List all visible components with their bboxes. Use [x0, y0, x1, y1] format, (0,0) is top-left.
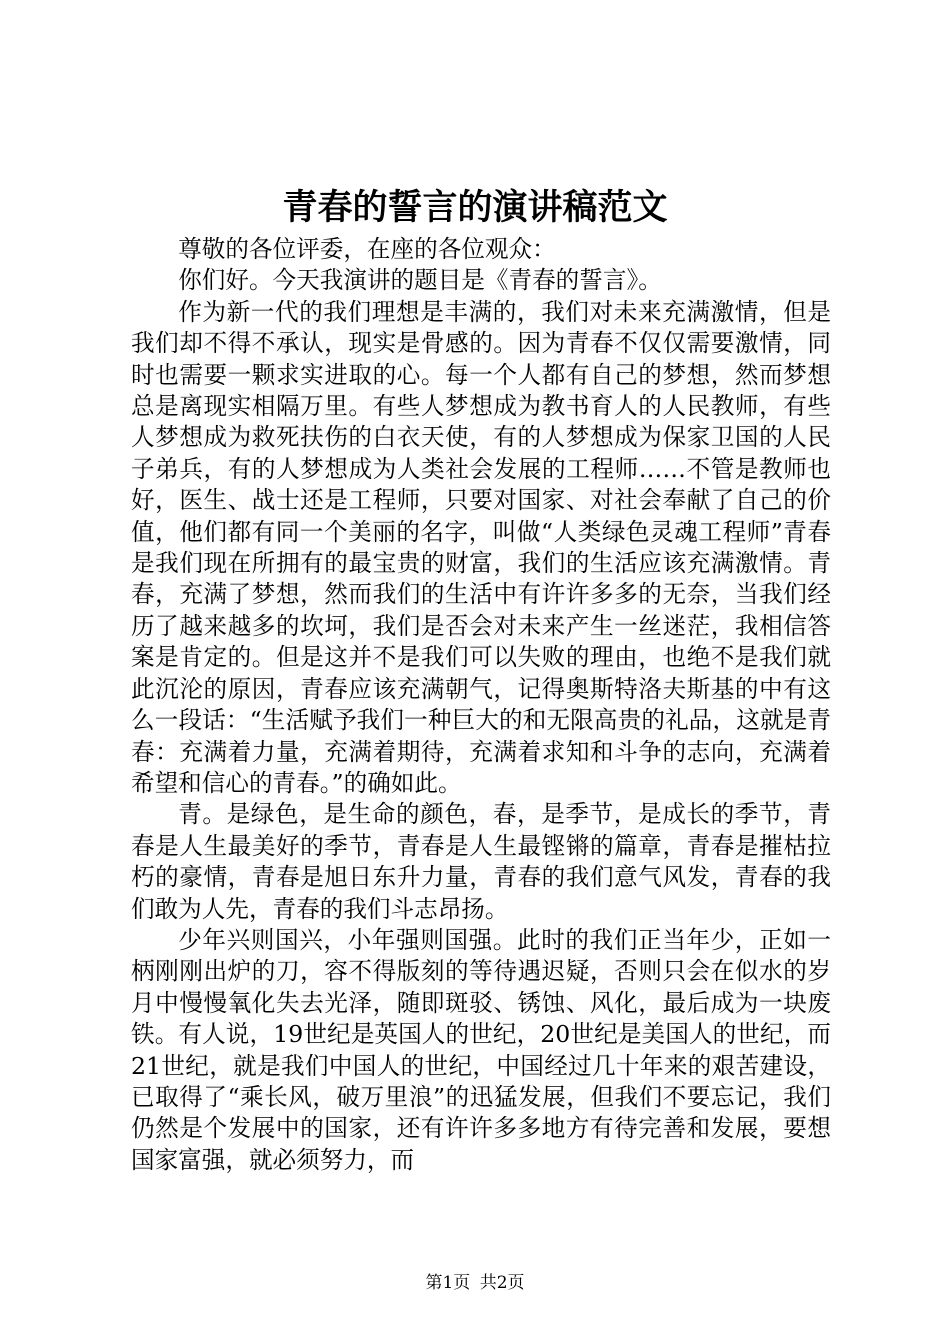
paragraph-nation: 少年兴则国兴，小年强则国强。此时的我们正当年少，正如一柄刚刚出炉的刀，容不得版刻的等待遇迟疑，否则只会在似水的岁月中慢慢氧化失去光泽，随即斑驳、锈蚀、风化，最后成为一块废铁。有人说，19世纪是英国人的世纪，20世纪是美国人的世纪，而21世纪，就是我们中国人的世纪，中国经过几十年来的艰苦建设，已取得了“乘长风，破万里浪”的迅猛发展，但我们不要忘记，我们仍然是个发展中的国家，还有许许多多地方有待完善和发展，要想国家富强，就必须努力，而: [131, 925, 831, 1174]
page-number-total: 共2页: [479, 1273, 525, 1293]
page-title: 青春的誓言的演讲稿范文: [282, 187, 668, 228]
paragraph-youth-green: 青。是绿色，是生命的颜色，春，是季节，是成长的季节，青春是人生最美好的季节，青春是人生最铿锵的篇章，青春是摧枯拉朽的豪情，青春是旭日东升力量，青春的我们意气风发，青春的我们敢为人先，青春的我们斗志昂扬。: [131, 800, 831, 923]
paragraph-greeting: 你们好。今天我演讲的题目是《青春的誓言》。: [178, 266, 662, 295]
paragraph-dreams: 作为新一代的我们理想是丰满的，我们对未来充满激情，但是我们却不得不承认，现实是骨感的。因为青春不仅仅需要激情，同时也需要一颗求实进取的心。每一个人都有自己的梦想，然而梦想总是离现实相隔万里。有些人梦想成为教书育人的人民教师，有些人梦想成为救死扶伤的白衣天使，有的人梦想成为保家卫国的人民子弟兵，有的人梦想成为人类社会发展的工程师……不管是教师也好，医生、战士还是工程师，只要对国家、对社会奉献了自己的价值，他们都有同一个美丽的名字，叫做“人类绿色灵魂工程师”青春是我们现在所拥有的最宝贵的财富，我们的生活应该充满激情。青春，充满了梦想，然而我们的生活中有许许多多的无奈，当我们经历了越来越多的坎坷，我们是否会对未来产生一丝迷茫，我相信答案是肯定的。但是这并不是我们可以失败的理由，也绝不是我们就此沉沦的原因，青春应该充满朝气，记得奥斯特洛夫斯基的中有这么一段话：“生活赋予我们一种巨大的和无限高贵的礼品，这就是青春：充满着力量，充满着期待，充满着求知和斗争的志向，充满着希望和信心的青春。”的确如此。: [131, 297, 831, 797]
page-number-current: 第1页: [425, 1273, 471, 1293]
document-body: [131, 234, 831, 1176]
paragraph-salutation: 尊敬的各位评委，在座的各位观众：: [178, 235, 556, 263]
page-footer: [0, 1272, 950, 1294]
